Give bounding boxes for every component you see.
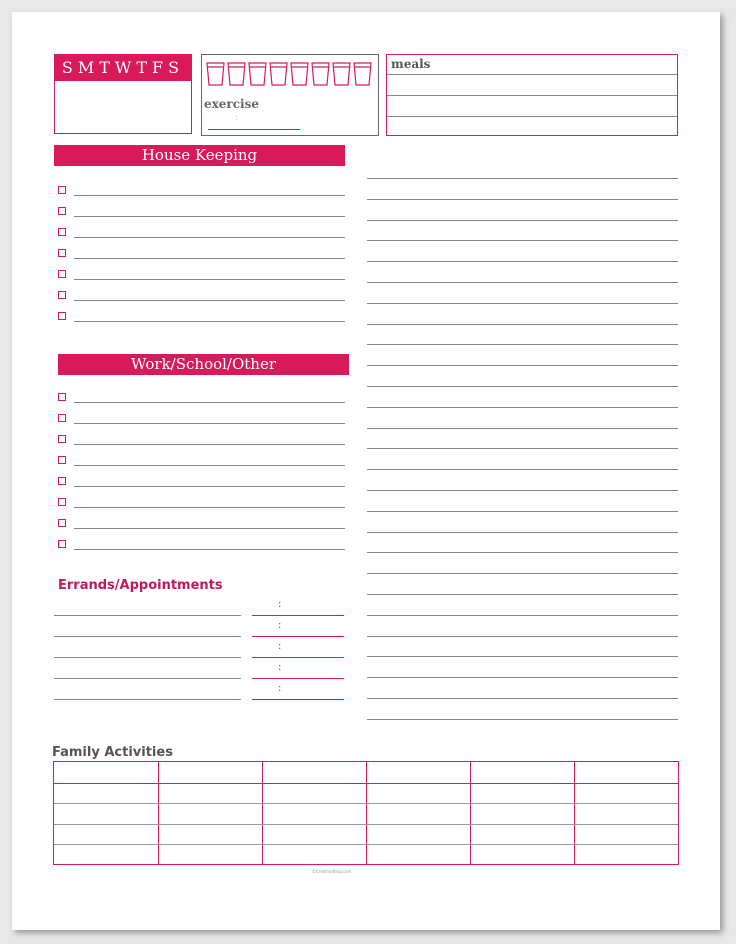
write-line (74, 402, 345, 403)
meals-box (386, 54, 678, 136)
planner-page (12, 12, 720, 930)
checkbox[interactable] (58, 435, 66, 443)
checkbox[interactable] (58, 498, 66, 506)
days-of-week-letters: SMTWTFS (55, 55, 191, 81)
time-line (252, 678, 344, 679)
water-glass-icon[interactable] (312, 63, 329, 85)
exercise-label: exercise (204, 97, 260, 111)
note-line (367, 532, 678, 533)
water-glasses (206, 62, 374, 86)
note-line (367, 303, 678, 304)
water-glass-icon[interactable] (249, 63, 266, 85)
time-line (252, 636, 344, 637)
checkbox[interactable] (58, 207, 66, 215)
time-line (252, 657, 344, 658)
write-line (74, 423, 345, 424)
time-colon: : (278, 620, 282, 631)
errand-line (54, 657, 241, 658)
note-line (367, 324, 678, 325)
write-line (74, 528, 345, 529)
write-line (74, 321, 345, 322)
checkbox[interactable] (58, 312, 66, 320)
table-row-divider (54, 844, 678, 845)
exercise-colon: : (235, 113, 239, 123)
water-glass-icon[interactable] (354, 63, 371, 85)
meals-line (387, 95, 677, 96)
note-line (367, 656, 678, 657)
note-line (367, 386, 678, 387)
water-exercise-box (201, 54, 379, 136)
note-line (367, 448, 678, 449)
checkbox[interactable] (58, 249, 66, 257)
time-colon: : (278, 599, 282, 610)
note-line (367, 552, 678, 553)
water-glass-icon[interactable] (333, 63, 350, 85)
note-line (367, 573, 678, 574)
time-colon: : (278, 662, 282, 673)
family-activities-title: Family Activities (52, 745, 173, 760)
write-line (74, 258, 345, 259)
meals-line (387, 116, 677, 117)
checkbox[interactable] (58, 456, 66, 464)
write-line (74, 237, 345, 238)
note-line (367, 199, 678, 200)
checkbox[interactable] (58, 414, 66, 422)
note-line (367, 469, 678, 470)
errand-line (54, 636, 241, 637)
note-line (367, 636, 678, 637)
write-line (74, 486, 345, 487)
note-line (367, 615, 678, 616)
note-line (367, 511, 678, 512)
note-line (367, 344, 678, 345)
checkbox[interactable] (58, 186, 66, 194)
family-activities-table (53, 761, 679, 865)
write-line (74, 507, 345, 508)
write-line (74, 300, 345, 301)
checkbox[interactable] (58, 228, 66, 236)
errand-line (54, 615, 241, 616)
time-line (252, 615, 344, 616)
note-line (367, 220, 678, 221)
time-colon: : (278, 683, 282, 694)
checkbox[interactable] (58, 540, 66, 548)
write-line (74, 216, 345, 217)
checkbox[interactable] (58, 291, 66, 299)
work-school-header: Work/School/Other (58, 354, 349, 375)
checkbox[interactable] (58, 477, 66, 485)
table-column-divider (470, 762, 471, 864)
note-line (367, 698, 678, 699)
note-line (367, 365, 678, 366)
table-row-divider (54, 824, 678, 825)
table-row-divider (54, 803, 678, 804)
note-line (367, 407, 678, 408)
meals-line (387, 74, 677, 75)
water-glass-icon[interactable] (291, 63, 308, 85)
note-line (367, 261, 678, 262)
time-colon: : (278, 641, 282, 652)
errand-line (54, 699, 241, 700)
write-line (74, 465, 345, 466)
water-glass-icon[interactable] (207, 63, 224, 85)
note-line (367, 594, 678, 595)
note-line (367, 240, 678, 241)
table-column-divider (262, 762, 263, 864)
checkbox[interactable] (58, 270, 66, 278)
footer-credit: ©CreativeBlog.com (312, 869, 352, 874)
table-column-divider (366, 762, 367, 864)
checkbox[interactable] (58, 519, 66, 527)
errand-line (54, 678, 241, 679)
exercise-line (208, 129, 300, 130)
write-line (74, 444, 345, 445)
meals-label: meals (391, 57, 431, 71)
water-glass-icon[interactable] (270, 63, 287, 85)
days-of-week-box (54, 54, 192, 134)
table-column-divider (574, 762, 575, 864)
write-line (74, 549, 345, 550)
time-line (252, 699, 344, 700)
note-line (367, 719, 678, 720)
table-row-divider (54, 783, 678, 784)
table-column-divider (158, 762, 159, 864)
note-line (367, 178, 678, 179)
write-line (74, 195, 345, 196)
note-line (367, 677, 678, 678)
note-line (367, 428, 678, 429)
water-glass-icon[interactable] (228, 63, 245, 85)
errands-title: Errands/Appointments (58, 578, 223, 593)
checkbox[interactable] (58, 393, 66, 401)
house-keeping-header: House Keeping (54, 145, 345, 166)
note-line (367, 490, 678, 491)
write-line (74, 279, 345, 280)
note-line (367, 282, 678, 283)
